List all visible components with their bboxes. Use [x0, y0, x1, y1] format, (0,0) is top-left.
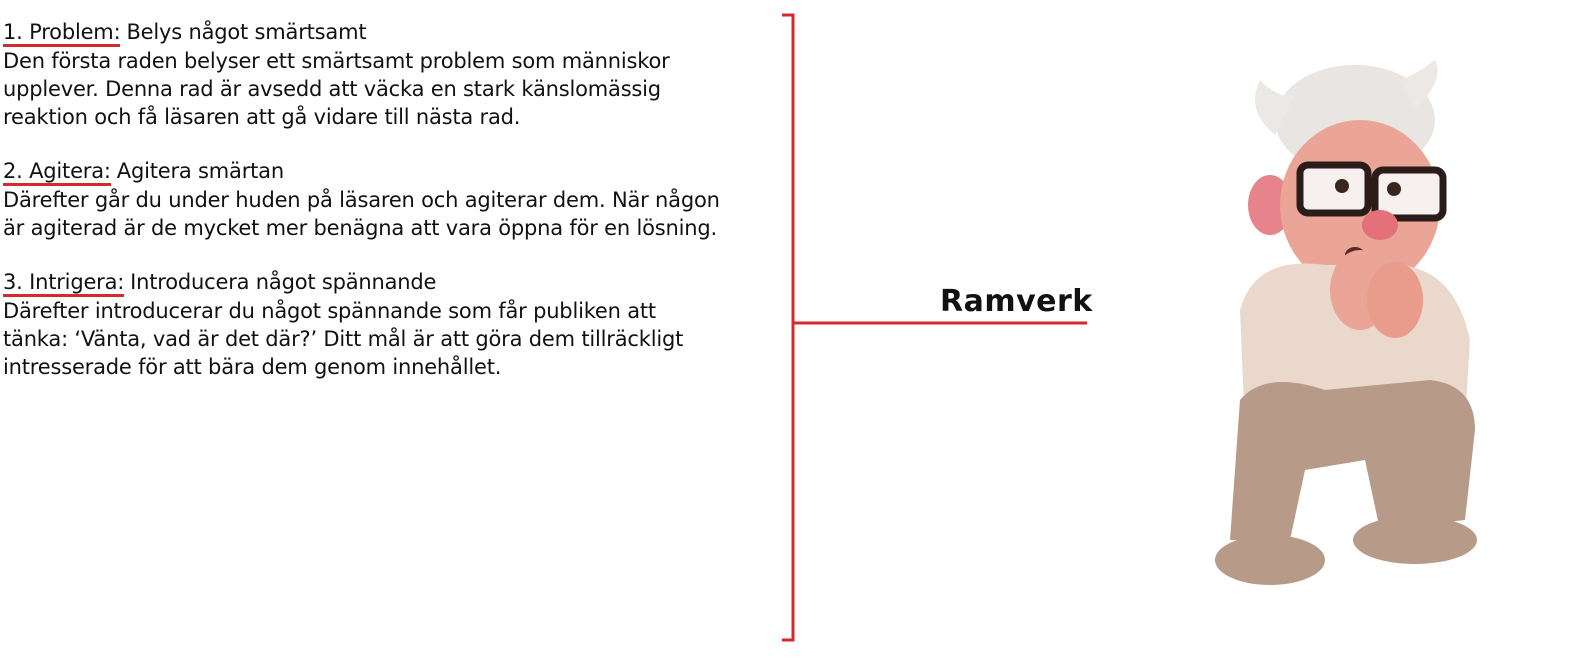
section-heading — [3, 268, 803, 297]
section-line: Den första raden belyser ett smärtsamt problem som människor — [3, 49, 670, 73]
section-intrigue — [3, 268, 803, 381]
section-tag: 2. Agitera: — [3, 159, 111, 186]
section-tag: 1. Problem: — [3, 20, 120, 47]
thinking-old-man-illustration-icon — [1185, 40, 1505, 600]
section-title: Introducera något spännande — [130, 270, 437, 294]
section-line: är agiterad är de mycket mer benägna att vara öppna för en lösning. — [3, 216, 717, 240]
section-line: intresserade för att bära dem genom innehållet. — [3, 355, 502, 379]
section-agitate — [3, 157, 803, 242]
section-line: Därefter går du under huden på läsaren och agiterar dem. När någon — [3, 188, 720, 212]
section-line: upplever. Denna rad är avsedd att väcka en stark känslomässig — [3, 77, 661, 101]
section-line: tänka: ‘Vänta, vad är det där?’ Ditt mål är att göra dem tillräckligt — [3, 327, 684, 351]
section-problem — [3, 18, 803, 131]
section-line: Därefter introducerar du något spännande som får publiken att — [3, 299, 656, 323]
section-tag: 3. Intrigera: — [3, 270, 124, 297]
framework-sections — [3, 18, 803, 407]
framework-label: Ramverk — [940, 284, 1093, 319]
section-heading — [3, 157, 803, 186]
section-title: Agitera smärtan — [116, 159, 284, 183]
section-title: Belys något smärtsamt — [126, 20, 367, 44]
section-heading — [3, 18, 803, 47]
section-line: reaktion och få läsaren att gå vidare till nästa rad. — [3, 105, 521, 129]
